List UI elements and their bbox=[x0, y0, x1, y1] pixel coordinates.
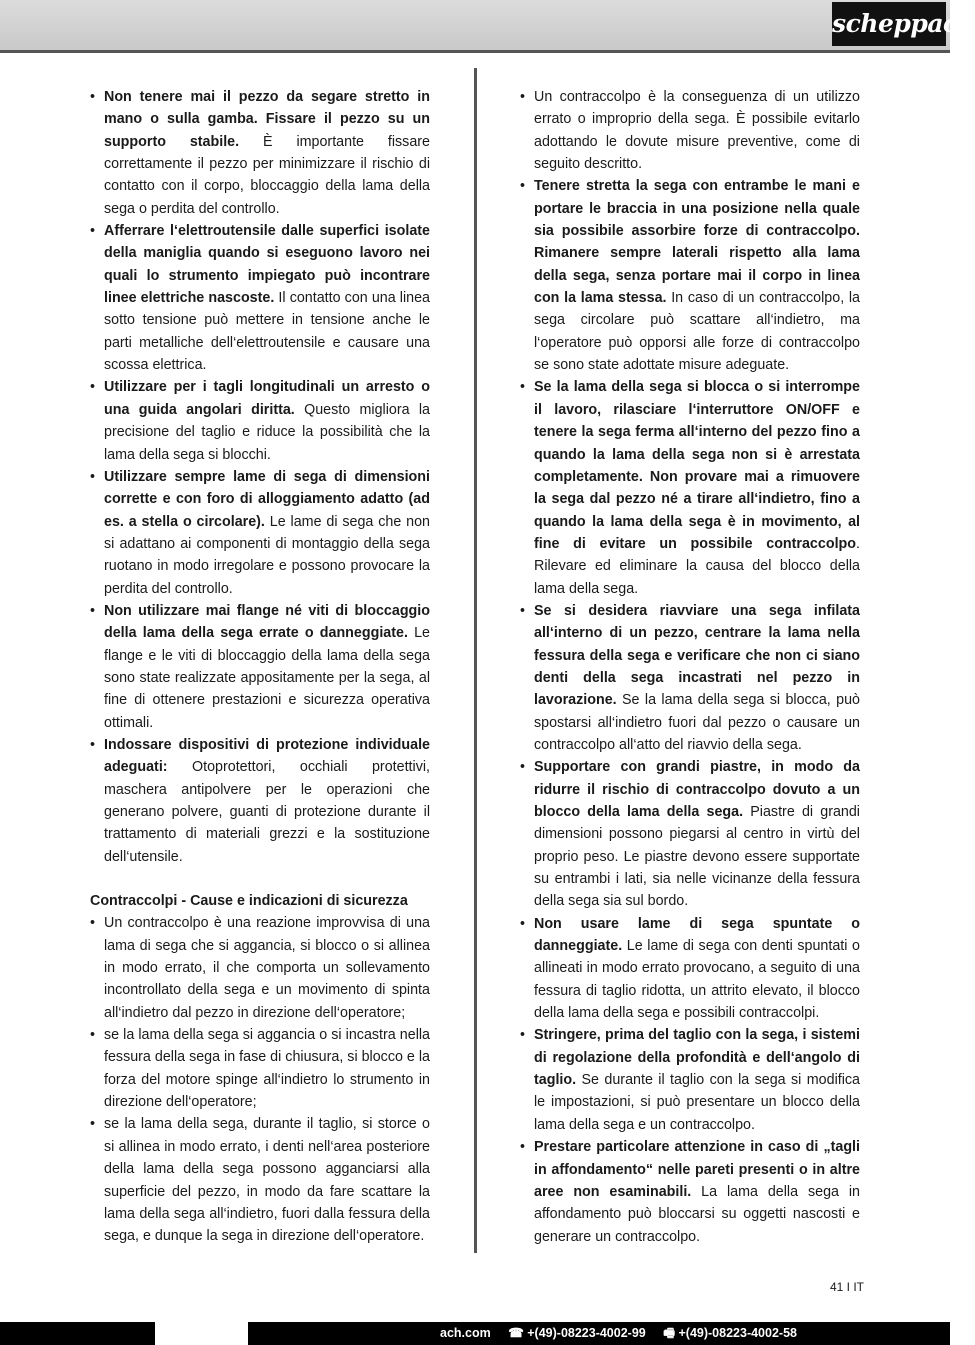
kickback-bullet-item bbox=[90, 1113, 430, 1247]
safety-bullet-item bbox=[520, 86, 860, 175]
bullet-body-text: Un contraccolpo è una reazione improvvisa di una lama di sega che si aggancia, si blocco o si allinea in modo errato, il che comporta un sollevamento incontrollato della sega e un movimento di spinta all‘indietro dal pezzo in direzione dell‘operatore; bbox=[104, 915, 430, 1021]
safety-bullet-item bbox=[520, 175, 860, 376]
safety-bullet-item bbox=[90, 376, 430, 465]
bullet-body-text: Questo migliora la precisione del taglio e riduce la possibilità che la lama della sega si blocchi. bbox=[104, 401, 430, 463]
safety-bullet-item bbox=[520, 376, 860, 599]
bullet-body-text: Se durante il taglio con la sega si modifica le impostazioni, si può presentare un blocco della lama della sega e un contraccolpo. bbox=[534, 1072, 860, 1133]
bullet-bold-text: Utilizzare sempre lame di sega di dimensioni corrette e con foro di alloggiamento adatto (ad es. a stella o circolare). bbox=[104, 468, 430, 530]
bullet-body-text: Le lame di sega che non si adattano ai componenti di montaggio della sega ruotano in modo irregolare e possono provocare la perdita del controllo. bbox=[104, 513, 430, 597]
bullet-bold-text: Tenere stretta la sega con entrambe le mani e portare le braccia in una posizione nella quale sia possibile assorbire forze di contraccolpo. Rimanere sempre laterali rispetto alla lama della sega, senza portare mai il corpo in linea con la lama stessa. bbox=[534, 178, 860, 307]
bullet-bold-text: Stringere, prima del taglio con la sega, i sistemi di regolazione della profondità e dell‘angolo di taglio. bbox=[534, 1027, 860, 1089]
right-bullet-list bbox=[520, 86, 860, 1248]
safety-bullet-item bbox=[90, 466, 430, 600]
bullet-body-text: se la lama della sega si aggancia o si incastra nella fessura della sega in fase di chiusura, si blocco e la forza del motore spinge all‘indietro lo strumento in direzione dell‘operatore; bbox=[104, 1027, 430, 1111]
bullet-body-text: Un contraccolpo è la conseguenza di un utilizzo errato o improprio della sega. È possibile evitarlo adottando le dovute misure preventive, come di seguito descritto. bbox=[534, 89, 860, 173]
footer-gap bbox=[155, 1322, 248, 1345]
safety-bullet-item bbox=[520, 756, 860, 912]
footer-phone: ☎ +(49)-08223-4002-99 bbox=[508, 1326, 646, 1340]
footer-website: ach.com bbox=[440, 1326, 491, 1340]
bullet-body-text: Se la lama della sega si blocca, può spostarsi all‘indietro fuori dal pezzo o causare un contraccolpo all‘atto del riavvio della sega. bbox=[534, 692, 860, 753]
bullet-bold-text: Non utilizzare mai flange né viti di bloccaggio della lama della sega errate o danneggiate. bbox=[104, 602, 430, 642]
bullet-body-text: se la lama della sega, durante il taglio, si storce o si allinea in modo errato, i denti nell‘area posteriore della lama della sega possono agganciarsi alla superficie del pezzo, in modo da fare scattare la lama della sega all‘indietro, fuori dalla fessura della sega, e dunque la sega in direzione dell‘operatore. bbox=[104, 1116, 430, 1245]
bullet-bold-text: Indossare dispositivi di protezione individuale adeguati: bbox=[104, 736, 430, 776]
bullet-bold-text: Se la lama della sega si blocca o si interrompe il lavoro, rilasciare l‘interruttore ON/OFF e tenere la sega ferma all‘interno del pezzo fino a quando la lama della sega non si è arrestata completamente. Non provare mai a rimuovere la sega dal pezzo né a tirare all‘indietro, fino a quando la lama della sega è in movimento, al fine di evitare un possibile contraccolpo bbox=[534, 379, 860, 552]
header-bar bbox=[0, 0, 975, 53]
column-divider bbox=[474, 68, 477, 1253]
bullet-body-text: In caso di un contraccolpo, la sega circolare può scattare all‘indietro, ma l‘operatore può opporsi alle forze di contraccolpo se sono state adottate misure adeguate. bbox=[534, 290, 860, 374]
safety-bullet-item bbox=[520, 913, 860, 1025]
bullet-body-text: La lama della sega in affondamento può bloccarsi su oggetti nascosti e generare un contraccolpo. bbox=[534, 1183, 860, 1245]
bullet-bold-text: Non usare lame di sega spuntate o danneggiate. bbox=[534, 915, 860, 955]
safety-bullet-item bbox=[90, 600, 430, 734]
footer-fax: 🖷 +(49)-08223-4002-58 bbox=[663, 1326, 797, 1340]
bullet-body-text: . Rilevare ed eliminare la causa del blocco della lama della sega. bbox=[534, 535, 860, 597]
right-column bbox=[520, 86, 860, 1248]
bullet-body-text: Piastre di grandi dimensioni possono piegarsi al centro in virtù del proprio peso. Le piastre devono essere supportate su entrambi i lati, sia nelle vicinanze della fessura della sega sia sul bordo. bbox=[534, 804, 860, 910]
left-bullet-list bbox=[90, 86, 430, 868]
bullet-bold-text: Afferrare l‘elettroutensile dalle superfici isolate della maniglia quando si eseguono lavoro nei quali lo strumento impiegato può incontrare linee elettriche nascoste. bbox=[104, 223, 430, 307]
bullet-bold-text: Se si desidera riavviare una sega infilata all‘interno di un pezzo, centrare la lama nella fessura della sega e verificare che non ci siano denti della sega incastrati nel pezzo in lavorazione. bbox=[534, 602, 860, 709]
bullet-bold-text: Supportare con grandi piastre, in modo da ridurre il rischio di contraccolpo dovuto a un blocco della lama della sega. bbox=[534, 759, 860, 820]
safety-bullet-item bbox=[90, 220, 430, 376]
bullet-body-text: Otoprotettori, occhiali protettivi, maschera antipolvere per le operazioni che generano polvere, guanti di protezione durante il trattamento di materiali grezzi e la sostituzione dell‘utensile. bbox=[104, 759, 430, 865]
safety-bullet-item bbox=[520, 1136, 860, 1248]
bullet-body-text: Il contatto con una linea sotto tensione può mettere in tensione anche le parti metalliche dell‘elettroutensile e causare una scossa elettrica. bbox=[104, 290, 430, 374]
brand-logo: scheppach bbox=[832, 2, 946, 46]
safety-bullet-item bbox=[90, 86, 430, 220]
bullet-body-text: È importante fissare correttamente il pezzo per minimizzare il rischio di contatto con il corpo, bloccaggio della lama della sega o perdita del controllo. bbox=[104, 133, 430, 217]
safety-bullet-item bbox=[520, 1024, 860, 1136]
page-number: 41 I IT bbox=[829, 1280, 864, 1294]
bullet-bold-text: Prestare particolare attenzione in caso di „tagli in affondamento“ nelle pareti presenti o in altre aree non esaminabili. bbox=[534, 1139, 860, 1200]
bullet-body-text: Le lame di sega con denti spuntati o allineati in modo errato provocano, a seguito di una fessura di taglio ridotta, un attrito elevato, il blocco della lama della sega e possibili contraccolpi. bbox=[534, 938, 860, 1022]
footer-contact bbox=[440, 1322, 945, 1345]
kickback-bullet-item bbox=[90, 912, 430, 1024]
left-column bbox=[90, 86, 430, 1248]
kickback-bullet-item bbox=[90, 1024, 430, 1113]
bullet-bold-text: Non tenere mai il pezzo da segare stretto in mano o sulla gamba. Fissare il pezzo su un supporto stabile. bbox=[104, 89, 430, 150]
kickback-bullet-list bbox=[90, 912, 430, 1247]
safety-bullet-item bbox=[520, 600, 860, 756]
safety-bullet-item bbox=[90, 734, 430, 868]
bullet-body-text: Le flange e le viti di bloccaggio della lama della sega sono state realizzate appositamente per la sega, al fine di ottenere prestazioni e sicurezza operativa ottimali. bbox=[104, 625, 430, 731]
section-heading: Contraccolpi - Cause e indicazioni di sicurezza bbox=[90, 893, 408, 910]
bullet-bold-text: Utilizzare per i tagli longitudinali un arresto o una guida angolari diritta. bbox=[104, 379, 430, 418]
